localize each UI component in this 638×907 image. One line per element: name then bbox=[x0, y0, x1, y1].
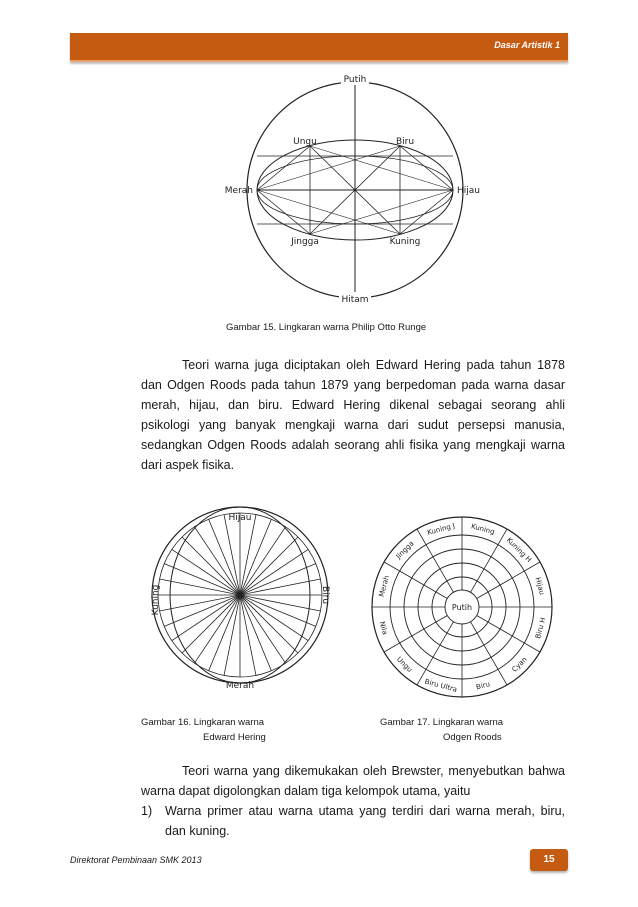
label-kuning: Kuning bbox=[389, 237, 421, 247]
figure-15-caption: Gambar 15. Lingkaran warna Philip Otto Runge bbox=[226, 322, 427, 333]
roods-spoke bbox=[477, 616, 540, 653]
footer-text: Direktorat Pembinaan SMK 2013 bbox=[70, 855, 202, 865]
roods-spoke bbox=[384, 616, 447, 653]
roods-label-putih: Putih bbox=[451, 603, 473, 612]
header-title: Dasar Artistik 1 bbox=[494, 40, 560, 50]
roods-spoke bbox=[417, 529, 454, 592]
roods-segment-label: Biru Ultra bbox=[423, 677, 459, 694]
list-number: 1) bbox=[141, 804, 153, 818]
figure-16-hering-wheel bbox=[140, 500, 340, 696]
roods-segment-label: Merah bbox=[377, 574, 391, 598]
hering-label-merah: Merah bbox=[225, 681, 255, 691]
page-number-badge: 15 bbox=[530, 849, 568, 871]
header-bar bbox=[70, 33, 568, 62]
roods-segment-label: Nila bbox=[377, 620, 389, 636]
roods-segment-label: Kuning bbox=[470, 522, 496, 537]
roods-spoke bbox=[471, 622, 508, 685]
roods-segment-label: Biru H bbox=[534, 616, 548, 640]
hering-label-biru: Biru bbox=[320, 585, 330, 605]
roods-spoke bbox=[417, 622, 454, 685]
label-jingga: Jingga bbox=[291, 237, 319, 247]
roods-segment-label: Cyan bbox=[510, 655, 529, 674]
roods-segment-label: Kuning J bbox=[426, 521, 456, 537]
roods-segment-label: Hijau bbox=[533, 576, 546, 596]
roods-segment-label: Ungu bbox=[395, 655, 414, 674]
label-ungu: Ungu bbox=[293, 137, 317, 147]
figure-17-caption-line1: Gambar 17. Lingkaran warna bbox=[380, 717, 504, 728]
label-biru: Biru bbox=[395, 137, 415, 147]
label-hitam: Hitam bbox=[341, 295, 369, 305]
label-merah: Merah bbox=[224, 186, 253, 196]
label-putih: Putih bbox=[343, 75, 367, 85]
figure-16-caption-line1: Gambar 16. Lingkaran warna bbox=[141, 717, 265, 728]
figure-17-caption-line2: Odgen Roods bbox=[443, 732, 502, 743]
hering-label-kuning: Kuning bbox=[151, 584, 161, 616]
roods-segment-label: Biru bbox=[475, 680, 491, 692]
figure-15-runge-diagram bbox=[205, 72, 505, 312]
roods-spoke bbox=[471, 529, 508, 592]
roods-spoke bbox=[384, 562, 447, 599]
figure-16-caption-line2: Edward Hering bbox=[203, 732, 266, 743]
paragraph-brewster: Teori warna yang dikemukakan oleh Brewster, menyebutkan bahwa warna dapat digolongkan dalam tiga kelompok utama, yaitu bbox=[141, 764, 565, 798]
figure-17-roods-wheel bbox=[367, 512, 557, 702]
roods-spoke bbox=[477, 562, 540, 599]
paragraph-hering-roods: Teori warna juga diciptakan oleh Edward Hering pada tahun 1878 dan Odgen Roods pada tahun 1879 yang berpedoman pada warna dasar merah, hijau, dan biru. Edward Hering dikenal sebagai seorang ahli psikologi yang banyak mengkaji warna dari sudut persepsi manusia, sedangkan Odgen Roods adalah seorang ahli fisika yang mengkaji warna dari aspek fisika. bbox=[141, 358, 565, 472]
hering-label-hijau: Hijau bbox=[228, 513, 252, 523]
label-hijau: Hijau bbox=[457, 186, 480, 196]
roods-segment-label: Kuning H bbox=[504, 536, 533, 565]
list-text: Warna primer atau warna utama yang terdiri dari warna merah, biru, dan kuning. bbox=[165, 804, 565, 838]
roods-segment-label: Jingga bbox=[394, 539, 416, 561]
